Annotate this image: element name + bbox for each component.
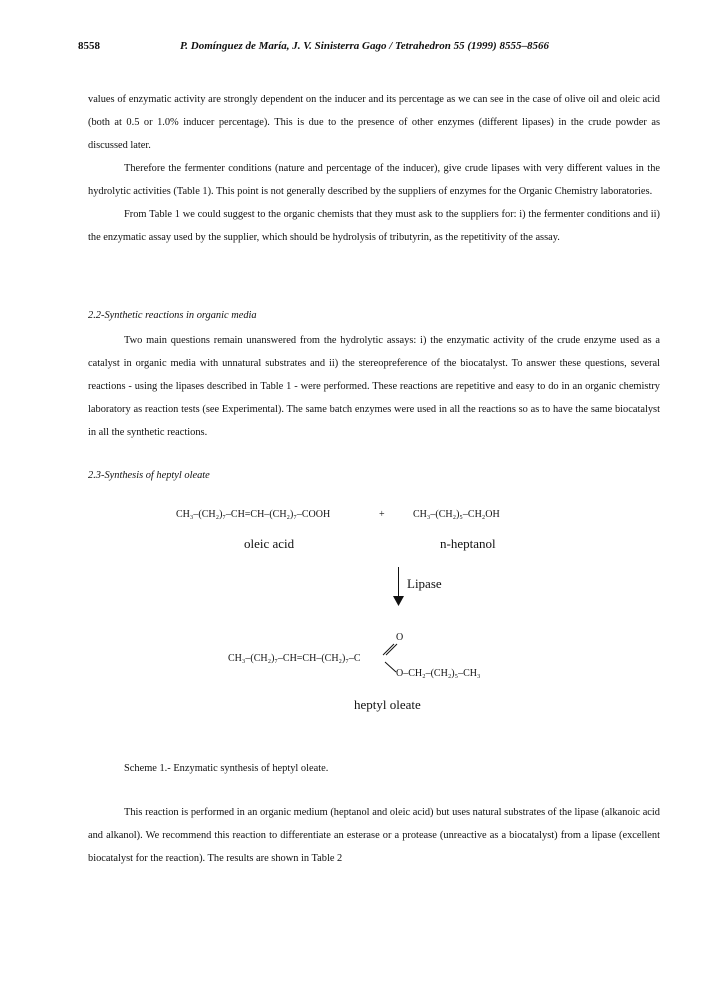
product-ester-formula: O–CH₂–(CH₂)₅–CH₃ <box>396 668 481 679</box>
catalyst-label: Lipase <box>407 576 442 591</box>
reactant-heptanol-formula: CH₃–(CH₂)₅–CH₂OH <box>413 509 500 520</box>
paragraph-1: values of enzymatic activity are strongly dependent on the inducer and its percentage as we can see in the case of olive oil and oleic acid (both at 0.5 or 1.0% inducer percentage). This is due to the presence of other enzymes (different lipases) in the crude powder as discussed later. <box>88 94 660 151</box>
product-name: heptyl oleate <box>354 697 421 712</box>
scheme-caption: Scheme 1.- Enzymatic synthesis of heptyl oleate. <box>124 763 329 774</box>
reactant-heptanol-name: n-heptanol <box>440 536 496 551</box>
paragraph-section-2-2: Two main questions remain unanswered from the hydrolytic assays: i) the enzymatic activity of the crude enzyme used as a catalyst in organic media with unnatural substrates and ii) the stereopreference of the biocatalyst. To answer these questions, several reactions - using the lipases described in Table 1 - were performed. These reactions are repetitive and easy to do in an organic chemistry laboratory as reaction tests (see Experimental). The same batch enzymes were used in all the reactions so as to have the same biocatalyst in all the synthetic reactions. <box>88 335 660 438</box>
section-2-2-text <box>88 329 660 444</box>
reaction-arrow-shaft <box>398 567 399 599</box>
paragraph-2: Therefore the fermenter conditions (nature and percentage of the inducer), give crude lipases with very different values in the hydrolytic activities (Table 1). This point is not generally described by the suppliers of enzymes for the Organic Chemistry laboratories. <box>88 163 660 197</box>
reaction-arrow-head-icon <box>393 596 404 606</box>
paragraph-section-2-3: This reaction is performed in an organic medium (heptanol and oleic acid) but uses natural substrates of the lipase (alkanoic acid and alkanol). We recommend this reaction to differentiate an esterase or a protease (unreactive as a biocatalyst) from a lipase (excellent biocatalyst for the reaction). The results are shown in Table 2 <box>88 807 660 864</box>
reactant-oleic-acid-formula: CH₃–(CH₂)₇–CH=CH–(CH₂)₇–COOH <box>176 509 331 520</box>
paragraph-3: From Table 1 we could suggest to the organic chemists that they must ask to the suppliers for: i) the fermenter conditions and ii) the enzymatic assay used by the supplier, which should be hydrolysis of tributyrin, as the repetitivity of the assay. <box>88 209 660 243</box>
running-title: P. Domínguez de María, J. V. Sinisterra Gago / Tetrahedron 55 (1999) 8555–8566 <box>180 40 549 52</box>
carbonyl-double-bond-icon <box>382 642 398 656</box>
product-chain-formula: CH₃–(CH₂)₇–CH=CH–(CH₂)₇–C <box>228 653 361 664</box>
ester-single-bond-icon <box>384 661 398 673</box>
reactant-oleic-acid-name: oleic acid <box>244 536 295 551</box>
plus-sign: + <box>379 509 385 520</box>
section-heading-2-3: 2.3-Synthesis of heptyl oleate <box>88 470 210 481</box>
section-2-3-text <box>88 801 660 870</box>
intro-text <box>88 88 660 249</box>
running-header <box>78 40 662 56</box>
product-carbonyl-oxygen: O <box>396 632 404 643</box>
section-heading-2-2: 2.2-Synthetic reactions in organic media <box>88 310 257 321</box>
page-number: 8558 <box>78 40 100 52</box>
